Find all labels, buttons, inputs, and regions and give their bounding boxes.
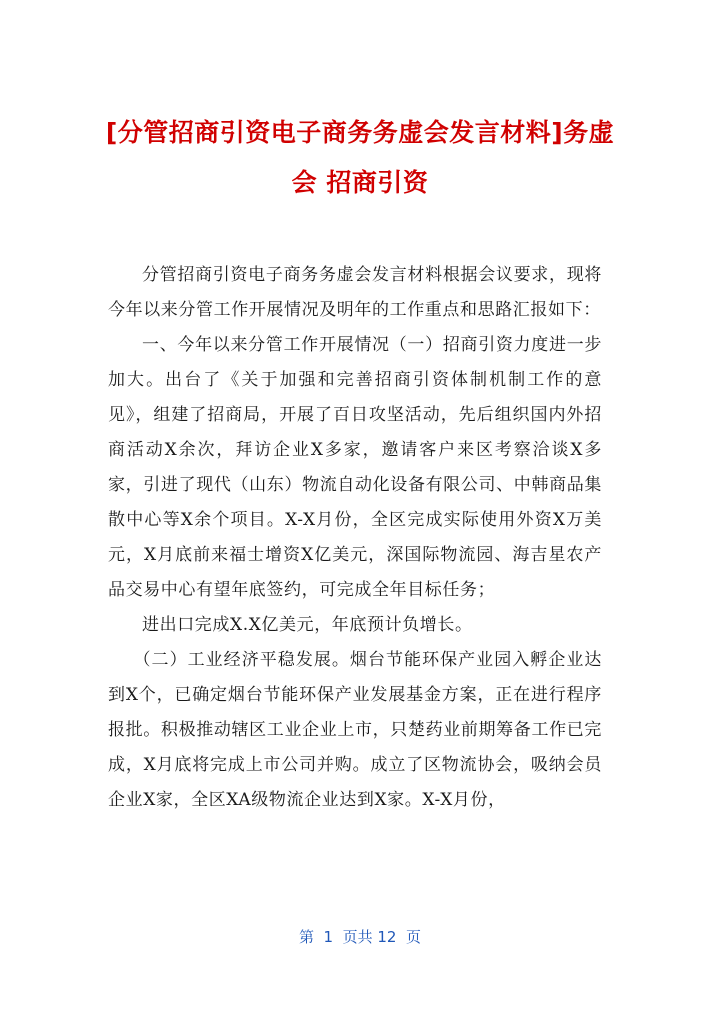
document-title: [分管招商引资电子商务务虚会发言材料]务虚会 招商引资 [105, 118, 615, 197]
paragraph-section-two: （二）工业经济平稳发展。烟台节能环保产业园入孵企业达到X个，已确定烟台节能环保产业发展基金方案，正在进行程序报批。积极推动辖区工业企业上市，只楚药业前期筹备工作已完成，X月底将完成上市公司并购。成立了区物流协会，吸纳会员企业X家，全区XA级物流企业达到X家。X-X月份， [108, 650, 602, 810]
paragraph-import-export: 进出口完成X.X亿美元，年底预计负增长。 [142, 615, 473, 635]
paragraph-intro: 分管招商引资电子商务务虚会发言材料根据会议要求，现将今年以来分管工作开展情况及明年的工作重点和思路汇报如下： [108, 265, 602, 320]
page-number-footer: 第 1 页共 12 页 [298, 928, 421, 946]
document-body [108, 258, 602, 818]
paragraph-section-one: 一、今年以来分管工作开展情况（一）招商引资力度进一步加大。出台了《关于加强和完善招商引资体制机制工作的意见》，组建了招商局，开展了百日攻坚活动，先后组织国内外招商活动X余次，拜访企业X多家，邀请客户来区考察洽谈X多家，引进了现代（山东）物流自动化设备有限公司、中韩商品集散中心等X余个项目。X-X月份，全区完成实际使用外资X万美元，X月底前来福士增资X亿美元，深国际物流园、海吉星农产品交易中心有望年底签约，可完成全年目标任务； [108, 335, 602, 600]
